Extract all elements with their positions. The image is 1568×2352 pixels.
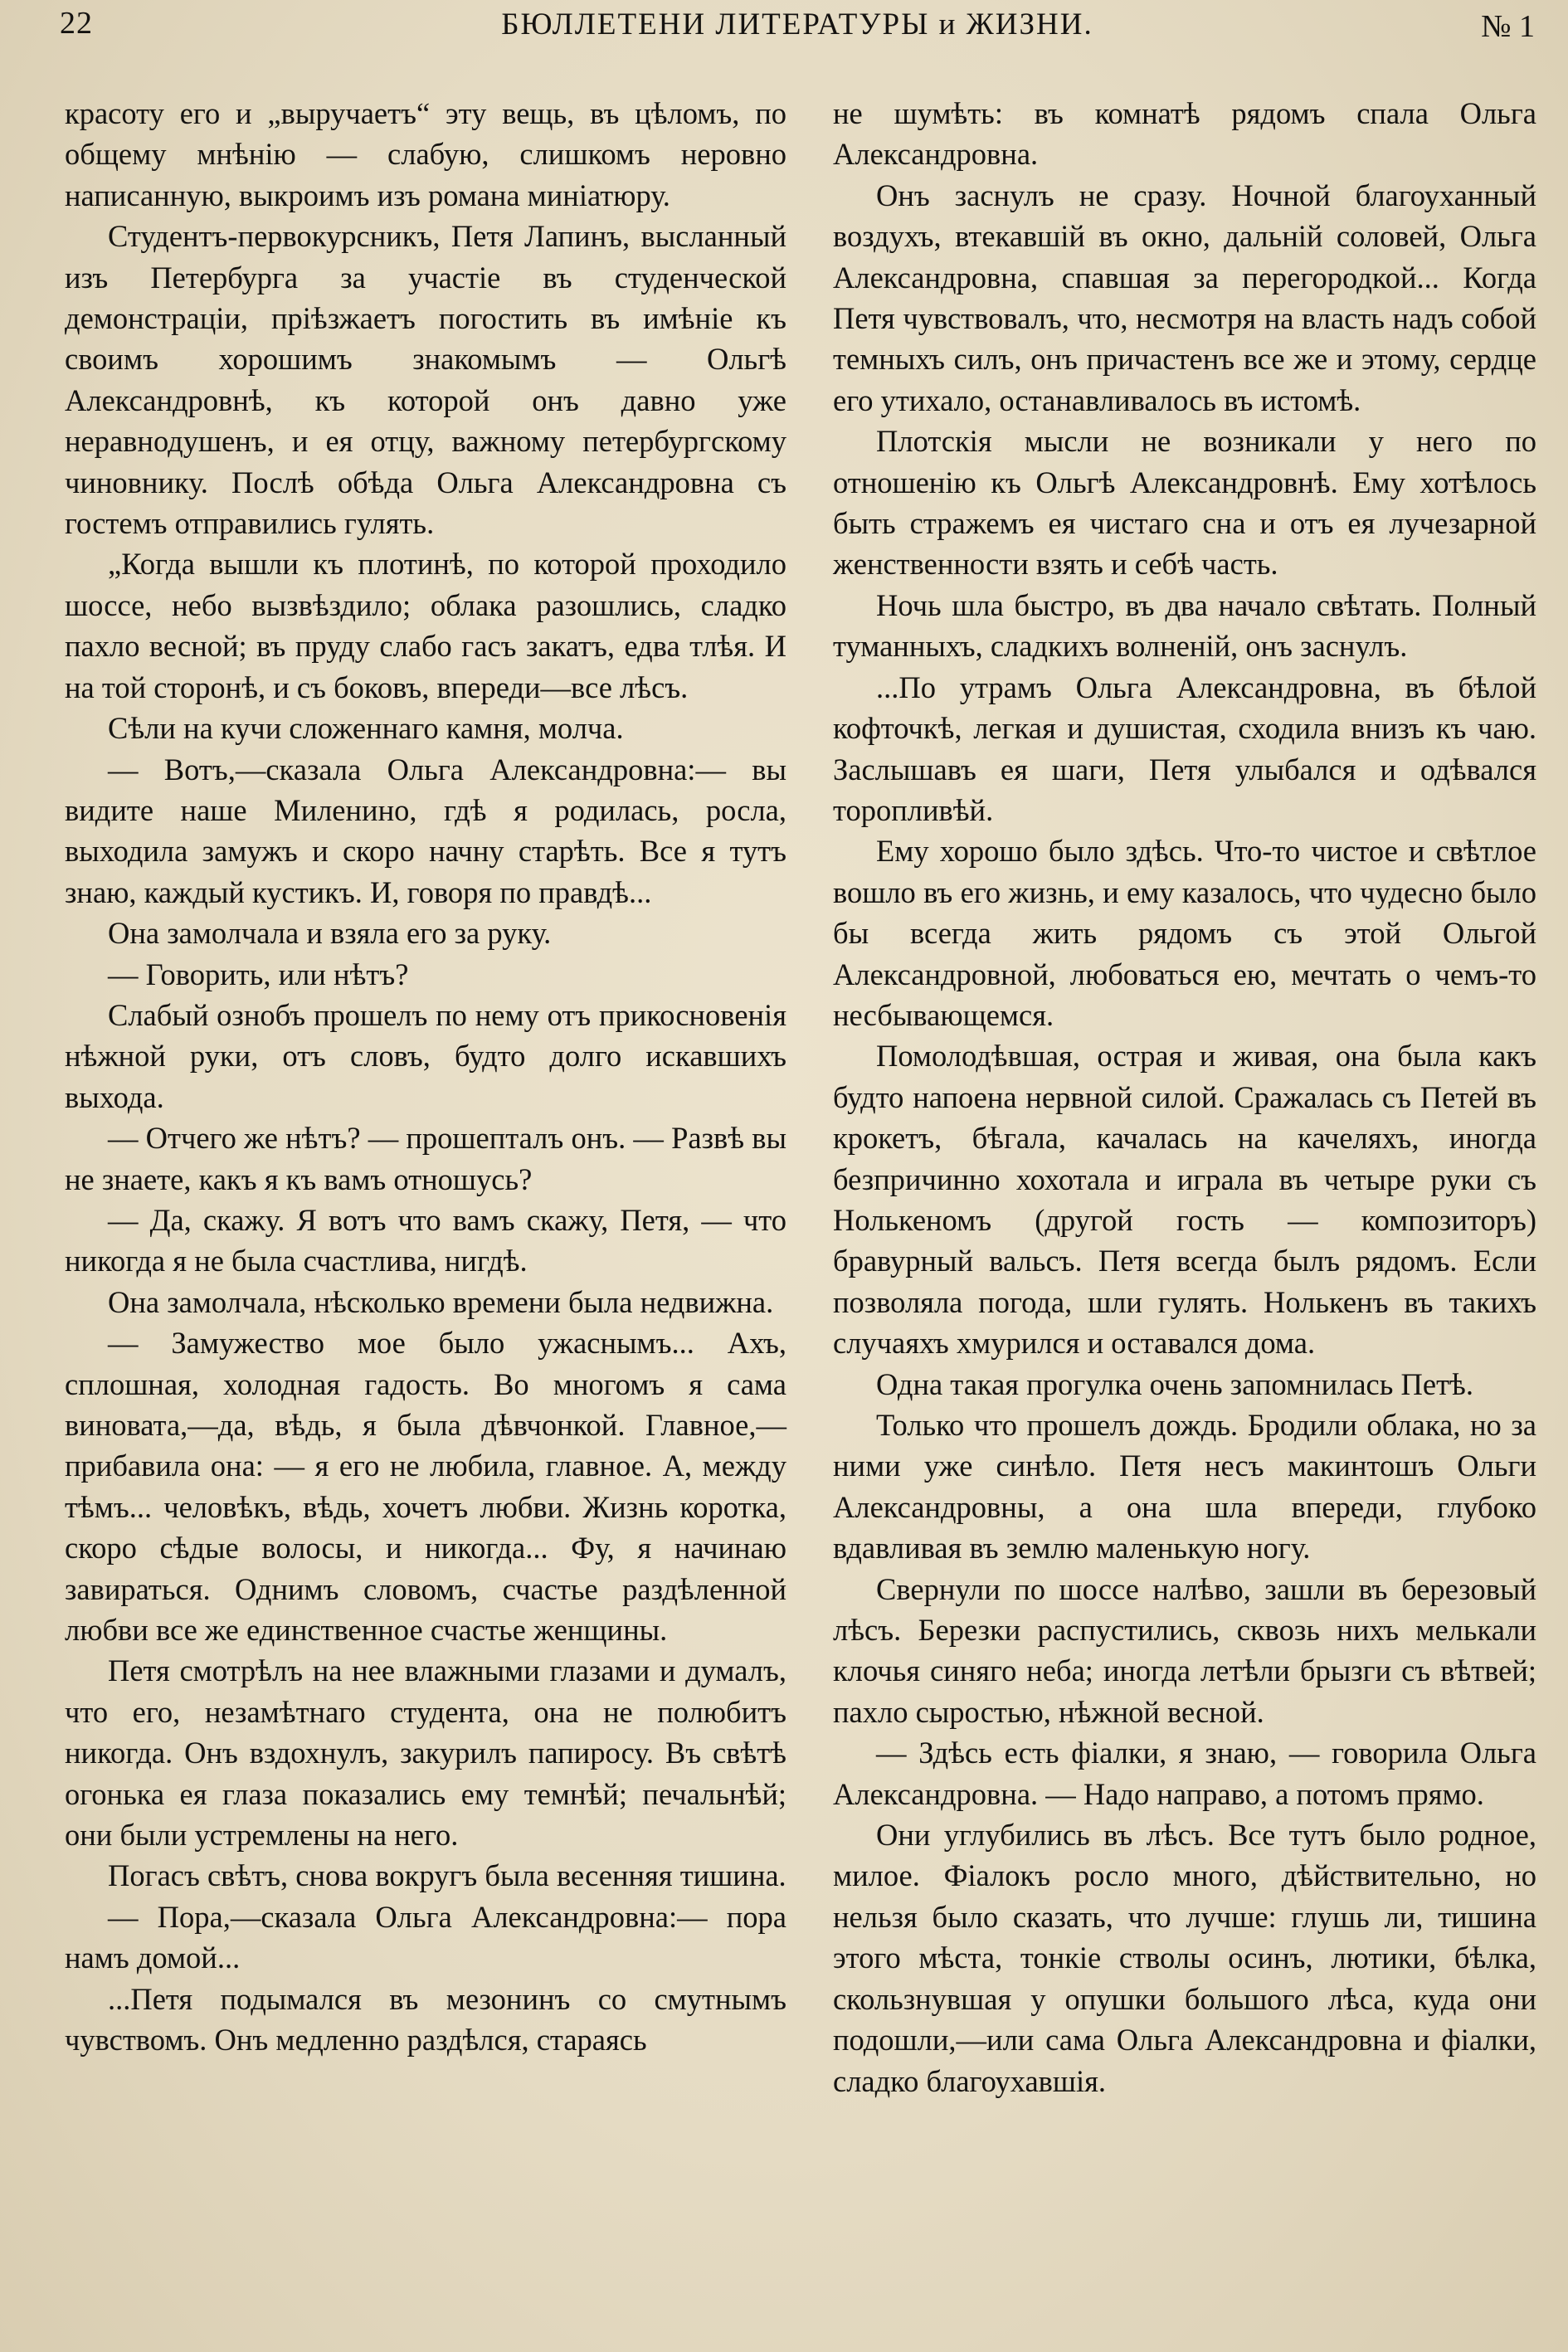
paragraph: Помолодѣвшая, острая и живая, она была какъ будто напоена нервной силой. Сражалась съ Петей въ крокетъ, бѣгала, качалась на качеляхъ, иногда безпричинно хохотала и играла въ четыре руки съ Нолькеномъ (другой гость — композиторъ) бравурный вальсъ. Петя всегда былъ рядомъ. Если позволяла погода, шли гулять. Нолькенъ въ такихъ случаяхъ хмурился и оставался дома. xyxy=(833,1039,1536,1361)
paragraph: — Говорить, или нѣтъ? xyxy=(108,957,409,991)
paragraph: ...По утрамъ Ольга Александровна, въ бѣлой кофточкѣ, легкая и душистая, сходила внизъ къ чаю. Заслышавъ ея шаги, Петя улыбался и одѣвался торопливѣй. xyxy=(833,670,1536,827)
paragraph: — Отчего же нѣтъ? — прошепталъ онъ. — Развѣ вы не знаете, какъ я къ вамъ отношусь? xyxy=(65,1121,786,1196)
paragraph: Она замолчала и взяла его за руку. xyxy=(108,916,552,951)
paragraph: Ему хорошо было здѣсь. Что-то чистое и свѣтлое вошло въ его жизнь, и ему казалось, что чудесно было бы всегда жить рядомъ съ этой Ольгой Александровной, любоваться ею, мечтать о чемъ-то несбывающемся. xyxy=(833,834,1536,1032)
right-column xyxy=(833,93,1536,2341)
page-number: 22 xyxy=(60,6,93,41)
left-column xyxy=(65,93,786,2341)
paragraph: Свернули по шоссе налѣво, зашли въ березовый лѣсъ. Березки распустились, сквозь нихъ мелькали клочья синяго неба; иногда летѣли брызги съ вѣтвей; пахло сыростью, нѣжной весной. xyxy=(833,1571,1536,1729)
paragraph: Онъ заснулъ не сразу. Ночной благоуханный воздухъ, втекавшій въ окно, дальній соловей, Ольга Александровна, спавшая за перегородкой... Когда Петя чувствовалъ, что, несмотря на власть надъ собой темныхъ силъ, онъ причастенъ все же и этому, сердце его утихало, останавливалось въ истомѣ. xyxy=(833,178,1536,417)
paragraph: Слабый ознобъ прошелъ по нему отъ прикосновенія нѣжной руки, отъ словъ, будто долго искавшихъ выхода. xyxy=(65,997,786,1114)
paragraph: не шумѣть: въ комнатѣ рядомъ спала Ольга Александровна. xyxy=(833,96,1536,172)
paragraph: Она замолчала, нѣсколько времени была недвижна. xyxy=(108,1284,774,1319)
paragraph: Погасъ свѣтъ, снова вокругъ была весенняя тишина. xyxy=(108,1858,786,1893)
paragraph: — Замужество мое было ужаснымъ... Ахъ, сплошная, холодная гадость. Во многомъ я сама виновата,—да, вѣдь, я была дѣвчонкой. Главное,—прибавила она: — я его не любила, главное. А, между тѣмъ... человѣкъ, вѣдь, хочетъ любви. Жизнь коротка, скоро сѣдые волосы, и никогда... Фу, я начинаю завираться. Однимъ словомъ, счастье раздѣленной любви все же единственное счастье женщины. xyxy=(65,1326,786,1648)
paragraph: Петя смотрѣлъ на нее влажными глазами и думалъ, что его, незамѣтнаго студента, она не полюбитъ никогда. Онъ вздохнулъ, закурилъ папиросу. Въ свѣтѣ огонька ея глаза показались ему темнѣй; печальнѣй; они были устремлены на него. xyxy=(65,1653,786,1853)
paragraph: Только что прошелъ дождь. Бродили облака, но за ними уже синѣло. Петя несъ макинтошъ Ольги Александровны, а она шла впереди, глубоко вдавливая въ землю маленькую ногу. xyxy=(833,1408,1536,1566)
paragraph: красоту его и „выручаетъ“ эту вещь, въ цѣломъ, по общему мнѣнію — слабую, слишкомъ неровно написанную, выкроимъ изъ романа миніатюру. xyxy=(65,96,786,212)
paragraph: — Здѣсь есть фіалки, я знаю, — говорила Ольга Александровна. — Надо направо, а потомъ прямо. xyxy=(833,1736,1536,1811)
paragraph: Одна такая прогулка очень запомнилась Петѣ. xyxy=(876,1366,1473,1401)
paragraph: — Да, скажу. Я вотъ что вамъ скажу, Петя, — что никогда я не была счастлива, нигдѣ. xyxy=(65,1202,786,1278)
paragraph: Плотскія мысли не возникали у него по отношенію къ Ольгѣ Александровнѣ. Ему хотѣлось быть стражемъ ея чистаго сна и отъ ея лучезарной женственности взять и себѣ часть. xyxy=(833,424,1536,582)
paragraph: Они углубились въ лѣсъ. Все тутъ было родное, милое. Фіалокъ росло много, дѣйствительно, но нельзя было сказать, что лучше: глушь ли, тишина этого мѣста, тонкіе стволы осинъ, лютики, бѣлка, скользнувшая у опушки большого лѣса, куда они подошли,—или сама Ольга Александровна и фіалки, сладко благоухавшія. xyxy=(833,1818,1536,2098)
issue-number: № 1 xyxy=(1481,9,1535,44)
running-title: БЮЛЛЕТЕНИ ЛИТЕРАТУРЫ и ЖИЗНИ. xyxy=(501,7,1093,41)
paragraph: ...Петя подымался въ мезонинъ со смутнымъ чувствомъ. Онъ медленно раздѣлся, стараясь xyxy=(65,1981,786,2057)
page-header xyxy=(60,5,1535,55)
paragraph: Ночь шла быстро, въ два начало свѣтать. Полный туманныхъ, сладкихъ волненій, онъ заснулъ. xyxy=(833,587,1536,664)
paragraph: — Вотъ,—сказала Ольга Александровна:— вы видите наше Миленино, гдѣ я родилась, росла, выходила замужъ и скоро начну старѣть. Все я тутъ знаю, каждый кустикъ. И, говоря по правдѣ... xyxy=(65,752,786,909)
paragraph: „Когда вышли къ плотинѣ, по которой проходило шоссе, небо вызвѣздило; облака разошлись, сладко пахло весной; въ пруду слабо гасъ закатъ, едва тлѣя. И на той сторонѣ, и съ боковъ, впереди—все лѣсъ. xyxy=(65,547,786,704)
paragraph: Студентъ-первокурсникъ, Петя Лапинъ, высланный изъ Петербурга за участіе въ студенческой демонстраціи, пріѣзжаетъ погостить въ имѣніе къ своимъ хорошимъ знакомымъ — Ольгѣ Александровнѣ, къ которой онъ давно уже неравнодушенъ, и ея отцу, важному петербургскому чиновнику. Послѣ обѣда Ольга Александровна съ гостемъ отправились гулять. xyxy=(65,219,786,541)
paragraph: — Пора,—сказала Ольга Александровна:— пора намъ домой... xyxy=(65,1899,786,1975)
paragraph: Сѣли на кучи сложеннаго камня, молча. xyxy=(108,711,624,746)
